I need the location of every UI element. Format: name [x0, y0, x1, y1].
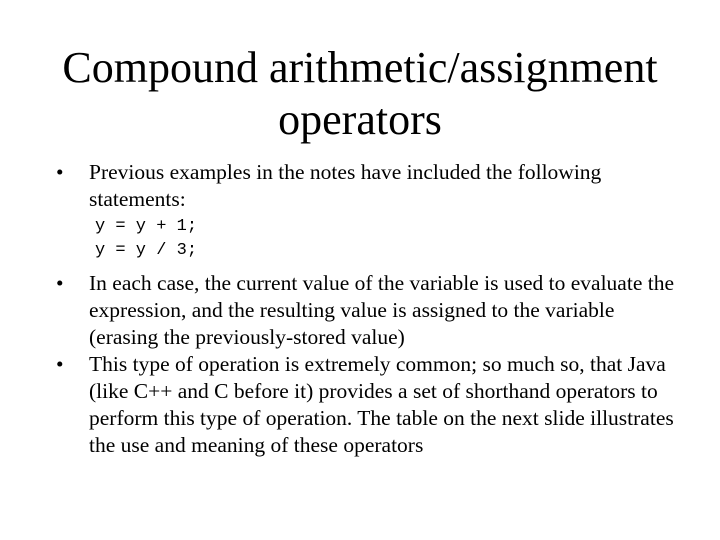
- bullet-icon: •: [56, 160, 64, 184]
- bullet-text: Previous examples in the notes have included the following statements:: [89, 160, 602, 211]
- bullet-text: This type of operation is extremely common; so much so, that Java (like C++ and C before it) provides a set of shorthand operators to perform this type of operation. The table on the next slide illustrates the use and meaning of these operators: [89, 352, 674, 457]
- code-line: y = y / 3;: [95, 241, 198, 260]
- bullet-icon: •: [56, 271, 64, 295]
- bullet-item: [56, 270, 676, 351]
- code-line: y = y + 1;: [95, 217, 198, 236]
- bullet-item: [56, 351, 676, 459]
- bullet-text: In each case, the current value of the variable is used to evaluate the expression, and the resulting value is assigned to the variable (erasing the previously-stored value): [89, 271, 675, 349]
- bullet-icon: •: [56, 352, 64, 376]
- slide-title: Compound arithmetic/assignment operators: [62, 43, 658, 144]
- bullet-item: [56, 159, 676, 213]
